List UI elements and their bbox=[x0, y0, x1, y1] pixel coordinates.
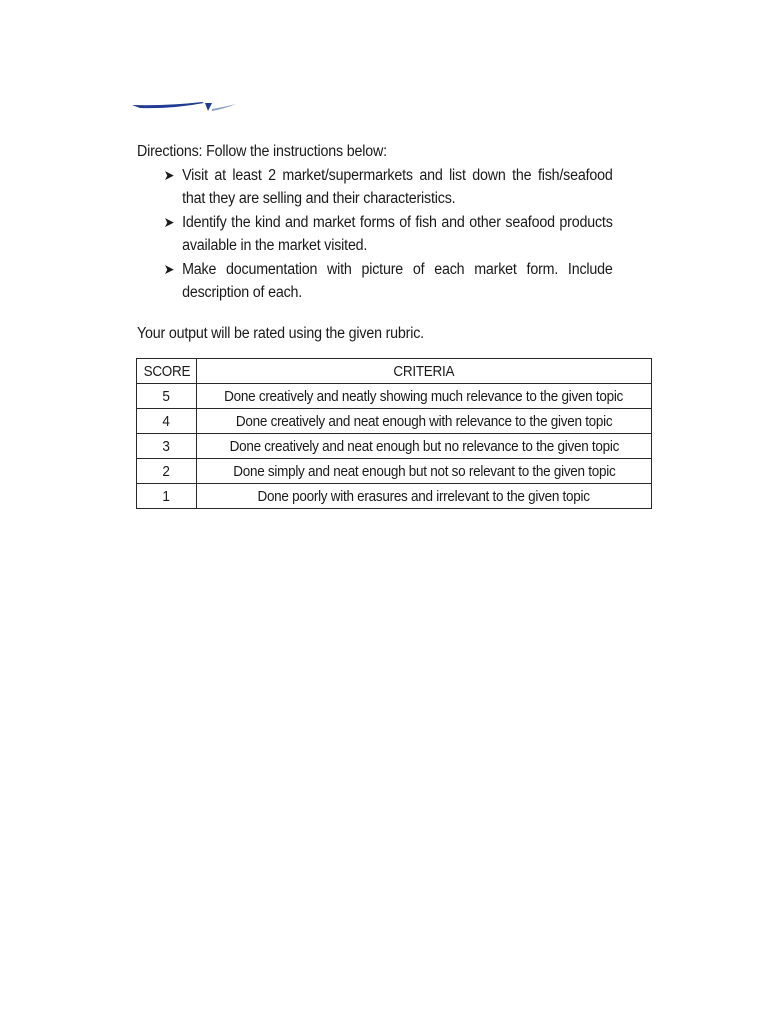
directions-section bbox=[137, 140, 613, 305]
criteria-cell: Done creatively and neat enough with relevance to the given topic bbox=[197, 409, 652, 434]
table-row bbox=[137, 409, 652, 434]
score-cell: 2 bbox=[137, 459, 197, 484]
rubric-table bbox=[136, 358, 652, 509]
directions-heading: Directions: Follow the instructions below: bbox=[137, 143, 387, 160]
header-logo-fragment bbox=[132, 100, 236, 114]
instruction-text: Identify the kind and market forms of fish and other seafood products available in the market visited. bbox=[182, 213, 613, 254]
criteria-cell: Done creatively and neat enough but no relevance to the given topic bbox=[197, 434, 652, 459]
arrowhead-bullet-icon: ➤ bbox=[163, 213, 175, 230]
criteria-column-header: CRITERIA bbox=[197, 359, 652, 384]
rubric-note: Your output will be rated using the given rubric. bbox=[137, 325, 424, 342]
score-column-header: SCORE bbox=[137, 359, 197, 384]
criteria-cell: Done poorly with erasures and irrelevant to the given topic bbox=[197, 484, 652, 509]
criteria-cell: Done creatively and neatly showing much relevance to the given topic bbox=[197, 384, 652, 409]
table-row bbox=[137, 434, 652, 459]
score-cell: 4 bbox=[137, 409, 197, 434]
table-row bbox=[137, 384, 652, 409]
arrowhead-bullet-icon: ➤ bbox=[163, 260, 175, 277]
score-cell: 1 bbox=[137, 484, 197, 509]
arrowhead-bullet-icon: ➤ bbox=[163, 166, 175, 183]
instruction-list bbox=[137, 164, 613, 305]
table-row bbox=[137, 484, 652, 509]
instruction-item bbox=[137, 211, 613, 258]
instruction-text: Make documentation with picture of each market form. Include description of each. bbox=[182, 260, 613, 301]
criteria-cell: Done simply and neat enough but not so relevant to the given topic bbox=[197, 459, 652, 484]
score-cell: 3 bbox=[137, 434, 197, 459]
instruction-text: Visit at least 2 market/supermarkets and list down the fish/seafood that they are selling and their characteristics. bbox=[182, 166, 613, 207]
table-header-row bbox=[137, 359, 652, 384]
table-row bbox=[137, 459, 652, 484]
instruction-item bbox=[137, 164, 613, 211]
score-cell: 5 bbox=[137, 384, 197, 409]
instruction-item bbox=[137, 258, 613, 305]
